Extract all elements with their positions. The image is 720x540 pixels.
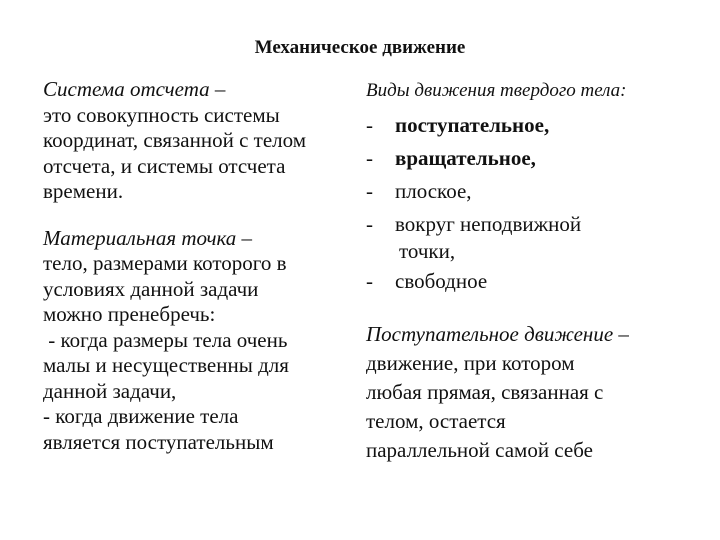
- motion-type-label: плоское,: [395, 179, 472, 203]
- motion-type-item: [366, 175, 696, 208]
- material-point-def-line: - когда движение тела: [43, 404, 239, 428]
- reference-system-def-line: это совокупность системы: [43, 102, 280, 127]
- reference-system-def-line: отсчета, и системы отсчета: [43, 153, 286, 178]
- motion-type-label-continuation: точки,: [399, 239, 456, 263]
- translational-motion-def-line: телом, остается: [366, 409, 506, 433]
- material-point-def-line: является поступательным: [43, 429, 274, 454]
- right-column: [366, 79, 696, 465]
- motion-types-block: [366, 79, 696, 298]
- material-point-def-line: тело, размерами которого в: [43, 251, 287, 275]
- material-point-def-line: малы и несущественны для: [43, 353, 289, 377]
- material-point-def-line: условиях данной задачи: [43, 276, 259, 301]
- translational-motion-def-line: любая прямая, связанная с: [366, 380, 604, 404]
- material-point-def-line: данной задачи,: [43, 378, 177, 403]
- reference-system-block: [43, 77, 363, 205]
- motion-type-item: [366, 208, 696, 265]
- material-point-def-line: - когда размеры тела очень: [43, 327, 288, 352]
- list-dash: -: [366, 179, 373, 203]
- motion-type-item: [366, 142, 696, 175]
- left-column: [43, 77, 363, 455]
- list-dash: -: [366, 212, 373, 236]
- translational-motion-def-line: параллельной самой себе: [366, 438, 593, 462]
- translational-motion-block: [366, 320, 696, 465]
- list-dash: -: [366, 113, 373, 137]
- material-point-block: [43, 226, 363, 456]
- reference-system-def-line: координат, связанной с телом: [43, 128, 307, 152]
- material-point-term: Материальная точка –: [43, 225, 253, 250]
- material-point-def-line: можно пренебречь:: [43, 302, 216, 326]
- page-title: Механическое движение: [254, 37, 466, 58]
- list-dash: -: [366, 146, 373, 170]
- motion-type-item: [366, 265, 696, 298]
- reference-system-term: Система отсчета –: [43, 77, 226, 101]
- motion-type-label: свободное: [395, 269, 488, 293]
- motion-type-label: поступательное,: [395, 113, 550, 137]
- motion-type-label-multiline: [395, 208, 581, 265]
- translational-motion-term: Поступательное движение –: [366, 322, 629, 346]
- list-dash: -: [366, 269, 373, 293]
- motion-type-bold-label: вращательное,: [395, 146, 536, 170]
- motion-type-item: [366, 109, 696, 142]
- translational-motion-def-line: движение, при котором: [366, 351, 575, 375]
- motion-type-label: [395, 142, 536, 175]
- reference-system-def-line: времени.: [43, 179, 124, 203]
- motion-types-heading: Виды движения твердого тела:: [366, 80, 627, 101]
- motion-type-label: вокруг неподвижной: [395, 212, 582, 236]
